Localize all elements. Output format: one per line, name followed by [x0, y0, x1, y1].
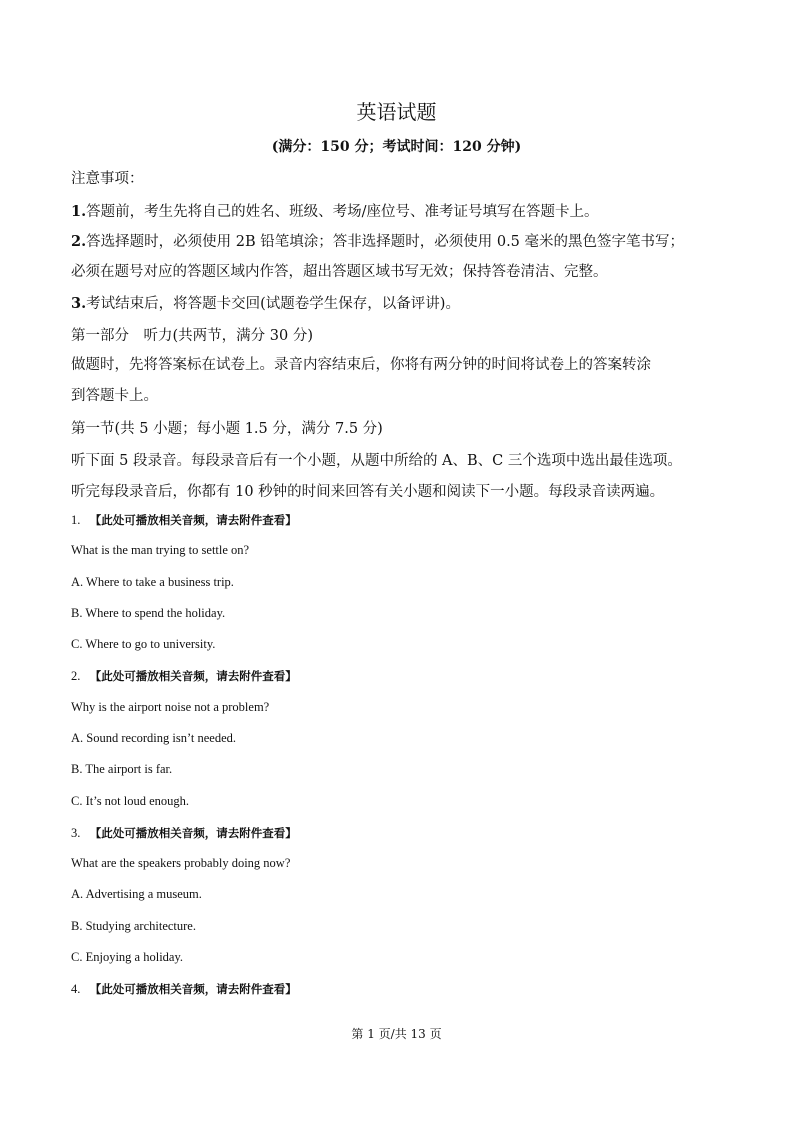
question-3-option-b[interactable]: B. Studying architecture. [71, 919, 196, 933]
question-1-option-c[interactable]: C. Where to go to university. [71, 637, 216, 651]
question-3-stem: What are the speakers probably doing now? [71, 856, 291, 870]
question-2-stem: Why is the airport noise not a problem? [71, 700, 270, 714]
audio-link[interactable]: 【此处可播放相关音频，请去附件查看】 [89, 669, 297, 683]
part-one-heading: 第一部分 听力(共两节，满分 30 分) [71, 328, 313, 344]
notice-text: 考试结束后，将答题卡交回(试题卷学生保存，以备评讲)。 [86, 296, 460, 312]
notice-item-2-continued [71, 260, 608, 281]
question-1-option-a[interactable]: A. Where to take a business trip. [71, 575, 234, 589]
question-1-option-b[interactable]: B. Where to spend the holiday. [71, 606, 226, 620]
notice-number: 2. [71, 233, 87, 250]
question-2-header [71, 668, 297, 684]
audio-link[interactable]: 【此处可播放相关音频，请去附件查看】 [89, 826, 297, 840]
question-1-header [71, 512, 297, 528]
notice-item-3 [71, 292, 460, 313]
notice-number: 3. [71, 295, 87, 312]
notice-heading: 注意事项： [71, 171, 144, 187]
question-number: 3. [71, 826, 81, 840]
question-number: 4. [71, 982, 81, 996]
question-3-option-c[interactable]: C. Enjoying a holiday. [71, 950, 184, 964]
question-4-header [71, 981, 297, 997]
question-2-option-c[interactable]: C. It’s not loud enough. [71, 794, 190, 808]
page-title: 英语试题 [356, 100, 437, 124]
section-one-heading: 第一节(共 5 小题；每小题 1.5 分，满分 7.5 分) [71, 421, 383, 437]
audio-link[interactable]: 【此处可播放相关音频，请去附件查看】 [89, 982, 297, 996]
audio-link[interactable]: 【此处可播放相关音频，请去附件查看】 [89, 513, 297, 527]
section-one-instruction: 听下面 5 段录音。每段录音后有一个小题，从题中所给的 A、B、C 三个选项中选出最佳选项。 [71, 453, 682, 469]
question-number: 1. [71, 513, 81, 527]
question-1-stem: What is the man trying to settle on? [71, 543, 250, 557]
question-number: 2. [71, 669, 81, 683]
question-3-option-a[interactable]: A. Advertising a museum. [71, 887, 202, 901]
notice-number: 1. [71, 203, 87, 220]
question-2-option-b[interactable]: B. The airport is far. [71, 762, 173, 776]
page-footer: 第 1 页/共 13 页 [351, 1027, 442, 1041]
question-3-header [71, 825, 297, 841]
part-one-instruction: 做题时，先将答案标在试卷上。录音内容结束后，你将有两分钟的时间将试卷上的答案转涂 [71, 357, 651, 373]
notice-item-2 [71, 230, 684, 251]
section-one-instruction: 听完每段录音后，你都有 10 秒钟的时间来回答有关小题和阅读下一小题。每段录音读两遍。 [71, 484, 665, 500]
notice-item-1 [71, 200, 599, 221]
notice-text: 答选择题时，必须使用 2B 铅笔填涂；答非选择题时，必须使用 0.5 毫米的黑色签字笔书写； [86, 234, 685, 250]
question-2-option-a[interactable]: A. Sound recording isn’t needed. [71, 731, 237, 745]
exam-info: (满分：150 分；考试时间：120 分钟) [271, 139, 522, 155]
part-one-instruction: 到答题卡上。 [71, 388, 158, 404]
notice-text: 必须在题号对应的答题区域内作答，超出答题区域书写无效；保持答卷清洁、完整。 [71, 264, 608, 280]
notice-text: 答题前，考生先将自己的姓名、班级、考场/座位号、准考证号填写在答题卡上。 [86, 204, 599, 220]
